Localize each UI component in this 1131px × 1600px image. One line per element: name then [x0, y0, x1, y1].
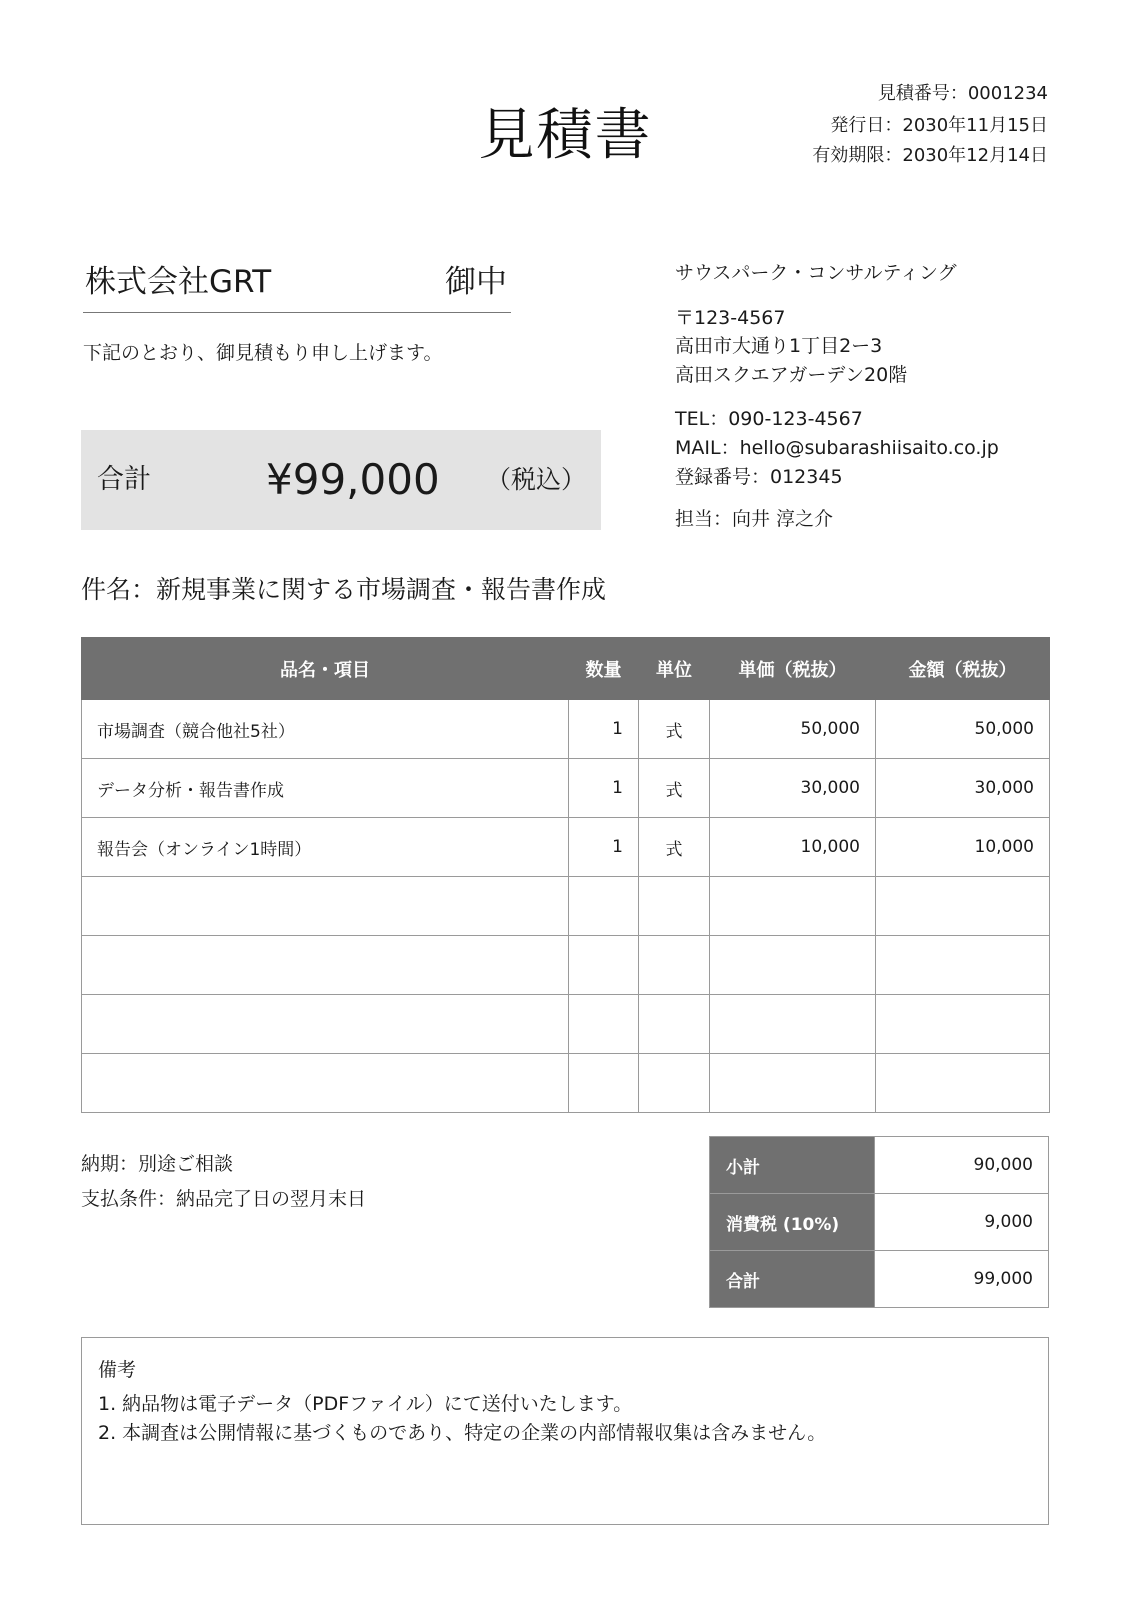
items-table-header-row [82, 638, 1050, 700]
recipient-name: 株式会社GRT [85, 264, 272, 300]
item-name-cell [82, 995, 569, 1054]
unit-cell [639, 1054, 710, 1113]
delivery-terms: 納期：別途ご相談 [81, 1153, 234, 1175]
unit-cell [639, 995, 710, 1054]
table-row [82, 1054, 1050, 1113]
amount-cell [876, 1054, 1050, 1113]
total-label: 合計 [710, 1251, 875, 1308]
quantity-cell [569, 995, 639, 1054]
item-name-cell: 市場調査（競合他社5社） [82, 700, 569, 759]
column-header-amount: 金額（税抜） [876, 638, 1050, 700]
item-name-cell: データ分析・報告書作成 [82, 759, 569, 818]
item-name-cell: 報告会（オンライン1時間） [82, 818, 569, 877]
unit-price-cell: 30,000 [710, 759, 876, 818]
unit-price-cell [710, 995, 876, 1054]
issuer-address-line2: 高田スクエアガーデン20階 [675, 364, 908, 386]
issue-date: 発行日：2030年11月15日 [830, 115, 1048, 136]
payment-terms: 支払条件：納品完了日の翌月末日 [81, 1188, 367, 1210]
issuer-registration-number: 登録番号：012345 [675, 466, 843, 488]
quantity-cell [569, 936, 639, 995]
items-table [81, 637, 1050, 1113]
totals-table [709, 1136, 1049, 1308]
grand-total-box [81, 430, 601, 530]
amount-cell: 50,000 [876, 700, 1050, 759]
subtotal-row [710, 1137, 1049, 1194]
grand-total-tax-note: （税込） [486, 465, 587, 494]
unit-price-cell: 10,000 [710, 818, 876, 877]
item-name-cell [82, 936, 569, 995]
consumption-tax-label: 消費税 (10%) [710, 1194, 875, 1251]
unit-price-cell: 50,000 [710, 700, 876, 759]
column-header-unit: 単位 [639, 638, 710, 700]
notes-line-1: 1. 納品物は電子データ（PDFファイル）にて送付いたします。 [98, 1393, 633, 1415]
quantity-cell [569, 877, 639, 936]
consumption-tax-value: 9,000 [875, 1194, 1049, 1251]
quote-number: 見積番号：0001234 [877, 83, 1048, 104]
notes-line-2: 2. 本調査は公開情報に基づくものであり、特定の企業の内部情報収集は含みません。 [98, 1422, 827, 1444]
table-row [82, 877, 1050, 936]
quantity-cell [569, 1054, 639, 1113]
amount-cell: 30,000 [876, 759, 1050, 818]
issuer-contact-person: 担当：向井 淳之介 [675, 508, 834, 530]
unit-price-cell [710, 877, 876, 936]
quantity-cell: 1 [569, 818, 639, 877]
notes-title: 備考 [98, 1359, 137, 1381]
issuer-tel: TEL：090-123-4567 [675, 408, 863, 430]
column-header-quantity: 数量 [569, 638, 639, 700]
quantity-cell: 1 [569, 700, 639, 759]
valid-until-date: 有効期限：2030年12月14日 [812, 145, 1048, 166]
table-row [82, 995, 1050, 1054]
table-row [82, 818, 1050, 877]
subtotal-value: 90,000 [875, 1137, 1049, 1194]
total-row [710, 1251, 1049, 1308]
recipient-block [83, 258, 511, 313]
lead-text: 下記のとおり、御見積もり申し上げます。 [83, 342, 443, 364]
table-row [82, 700, 1050, 759]
recipient-honorific: 御中 [445, 264, 507, 300]
issuer-company: サウスパーク・コンサルティング [675, 262, 957, 284]
total-value: 99,000 [875, 1251, 1049, 1308]
item-name-cell [82, 877, 569, 936]
amount-cell [876, 877, 1050, 936]
quantity-cell: 1 [569, 759, 639, 818]
page-title: 見積書 [478, 103, 653, 168]
issuer-postal: 〒123-4567 [675, 307, 786, 329]
table-row [82, 759, 1050, 818]
subject-line: 件名：新規事業に関する市場調査・報告書作成 [81, 575, 607, 604]
unit-cell: 式 [639, 818, 710, 877]
column-header-item: 品名・項目 [82, 638, 569, 700]
grand-total-amount: ¥99,000 [266, 455, 440, 504]
amount-cell [876, 995, 1050, 1054]
grand-total-label: 合計 [97, 464, 151, 495]
table-row [82, 936, 1050, 995]
amount-cell: 10,000 [876, 818, 1050, 877]
issuer-mail: MAIL：hello@subarashiisaito.co.jp [675, 437, 999, 459]
column-header-unit-price: 単価（税抜） [710, 638, 876, 700]
issuer-address-line1: 高田市大通り1丁目2ー3 [675, 335, 883, 357]
unit-cell: 式 [639, 759, 710, 818]
unit-cell [639, 936, 710, 995]
subtotal-label: 小計 [710, 1137, 875, 1194]
unit-price-cell [710, 1054, 876, 1113]
notes-box [81, 1337, 1049, 1525]
unit-price-cell [710, 936, 876, 995]
consumption-tax-row [710, 1194, 1049, 1251]
unit-cell: 式 [639, 700, 710, 759]
unit-cell [639, 877, 710, 936]
item-name-cell [82, 1054, 569, 1113]
amount-cell [876, 936, 1050, 995]
